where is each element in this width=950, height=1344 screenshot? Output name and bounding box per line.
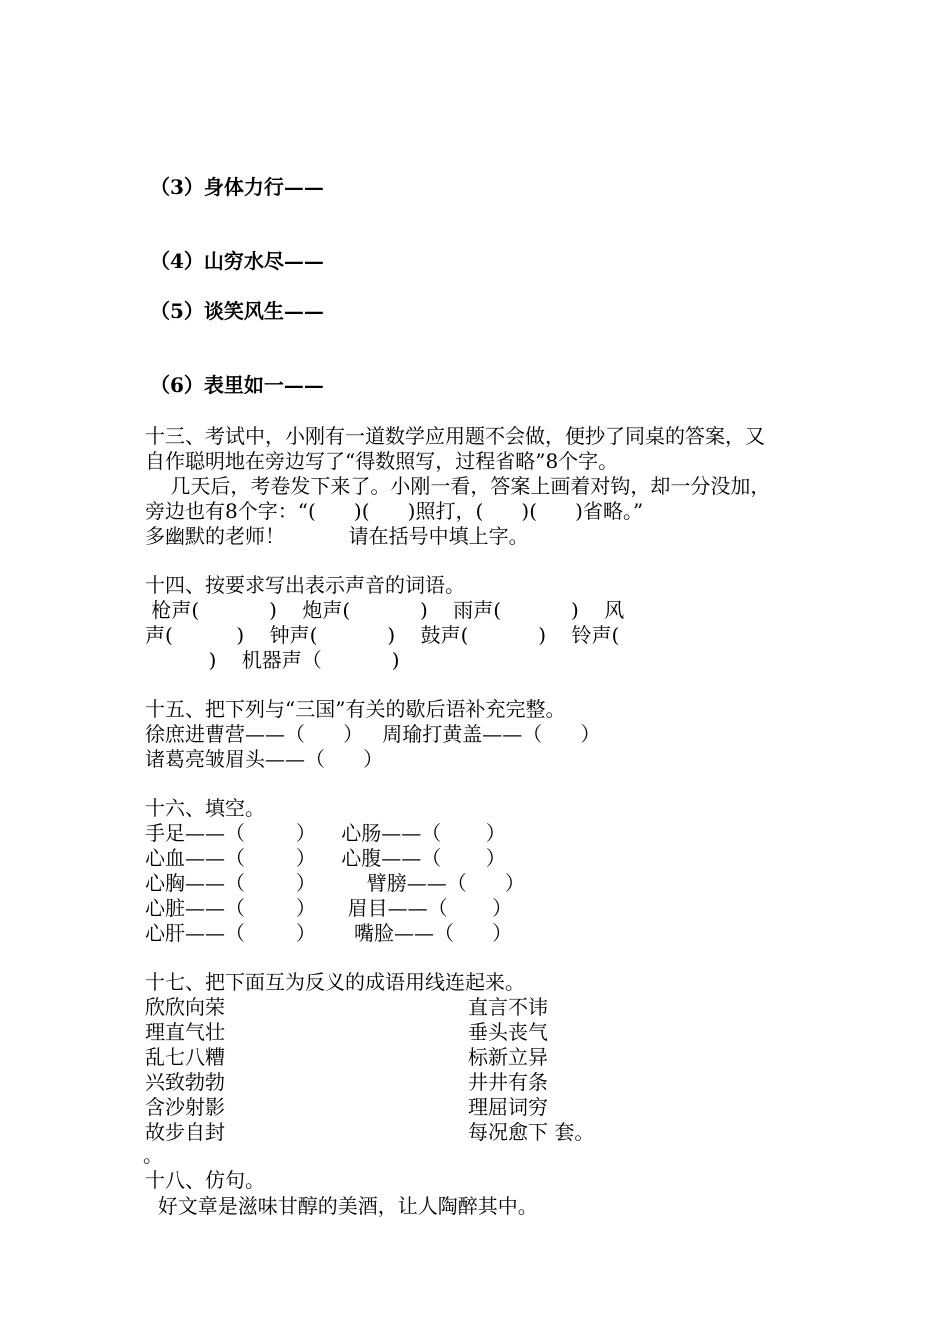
- section14-title: 十四、按要求写出表示声音的词语。: [145, 573, 465, 597]
- section16-title: 十六、填空。: [145, 796, 265, 820]
- left-idiom-6: 故步自封: [145, 1120, 225, 1144]
- left-idiom-2: 理直气壮: [145, 1020, 225, 1044]
- section13-line2: 自作聪明地在旁边写了“得数照写，过程省略”8个字。: [145, 449, 619, 473]
- section16-line6: 心肝——（ ） 嘴脸——（ ）: [145, 921, 513, 945]
- section13-line1: 十三、考试中，小刚有一道数学应用题不会做，便抄了同桌的答案，又: [145, 424, 765, 448]
- right-idiom-3: 标新立异: [468, 1045, 548, 1069]
- item-6: （6）表里如一——: [150, 373, 324, 397]
- section15-title: 十五、把下列与“三国”有关的歇后语补充完整。: [145, 697, 566, 721]
- section14-line3: 声( ) 钟声( ) 鼓声( ) 铃声(: [145, 623, 620, 647]
- section16-line3: 心血——（ ） 心腹——（ ）: [145, 846, 506, 870]
- stray-period: 。: [143, 1143, 163, 1167]
- left-idiom-5: 含沙射影: [145, 1095, 225, 1119]
- item-4: （4）山穷水尽——: [150, 249, 324, 273]
- section13-line5: 多幽默的老师！ 请在括号中填上字。: [145, 524, 529, 548]
- right-idiom-4: 井井有条: [468, 1070, 548, 1094]
- section14-line2: 枪声( ) 炮声( ) 雨声( ) 风: [145, 598, 625, 622]
- section16-line2: 手足——（ ） 心肠——（ ）: [145, 821, 506, 845]
- left-idiom-3: 乱七八糟: [145, 1045, 225, 1069]
- section16-line4: 心胸——（ ） 臂膀——（ ）: [145, 871, 525, 895]
- right-idiom-6: 每况愈下 套。: [468, 1120, 595, 1144]
- left-idiom-4: 兴致勃勃: [145, 1070, 225, 1094]
- item-3: （3）身体力行——: [150, 175, 324, 199]
- left-idiom-1: 欣欣向荣: [145, 995, 225, 1019]
- item-5: （5）谈笑风生——: [150, 299, 324, 323]
- section13-line4: 旁边也有8个字：“( )( )照打，( )( )省略。”: [145, 499, 644, 523]
- right-idiom-5: 理屈词穷: [468, 1095, 548, 1119]
- section15-line2: 徐庶进曹营——（ ） 周瑜打黄盖——（ ）: [145, 722, 601, 746]
- section15-line3: 诸葛亮皱眉头——（ ）: [145, 747, 384, 771]
- section18-example: 好文章是滋味甘醇的美酒，让人陶醉其中。: [145, 1194, 538, 1218]
- section17-title: 十七、把下面互为反义的成语用线连起来。: [145, 970, 525, 994]
- right-idiom-2: 垂头丧气: [468, 1020, 548, 1044]
- section18-title: 十八、仿句。: [145, 1168, 265, 1192]
- section13-line3: 几天后，考卷发下来了。小刚一看，答案上画着对钩，却一分没加，: [145, 474, 771, 498]
- section16-line5: 心脏——（ ） 眉目——（ ）: [145, 896, 513, 920]
- section14-line4: ) 机器声（ ): [145, 648, 400, 672]
- right-idiom-1: 直言不讳: [468, 995, 548, 1019]
